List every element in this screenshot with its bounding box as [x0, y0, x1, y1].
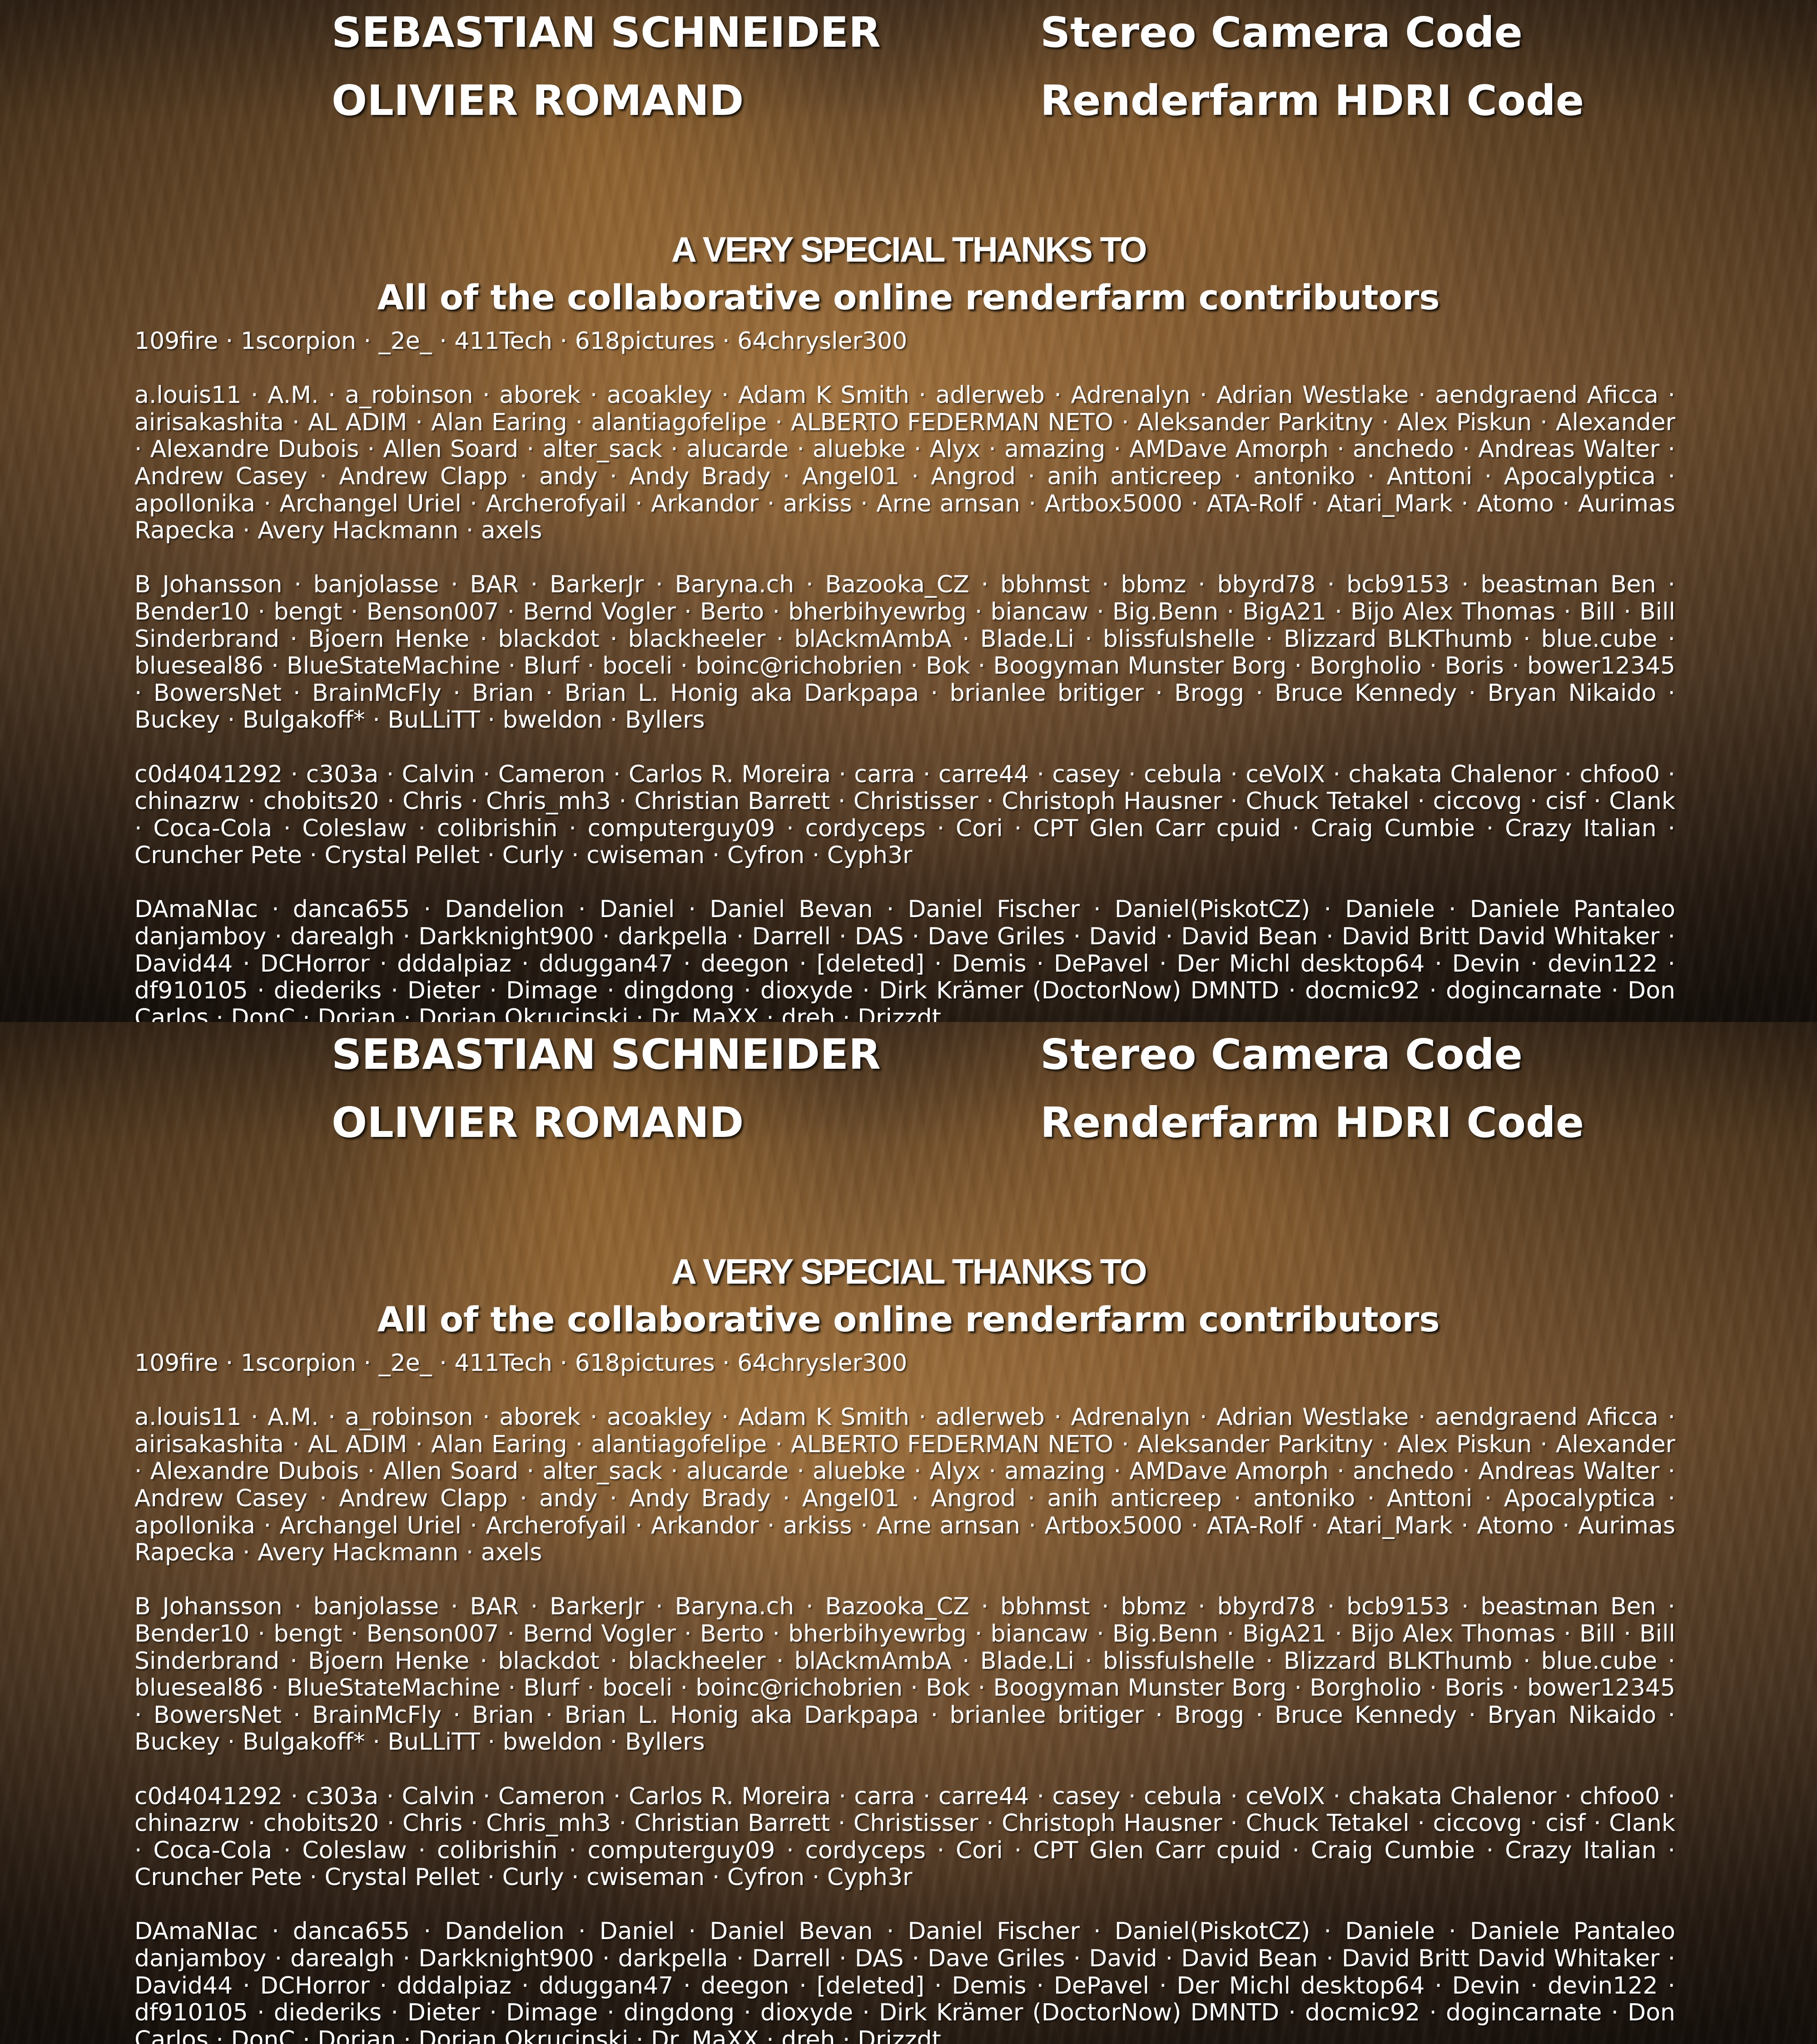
contributors-group: a.louis11 · A.M. · a_robinson · aborek · acoakley · Adam K Smith · adlerweb · Adrenalyn · Adrian Westlake · aendgraend Aficca · airisakashita · AL ADIM · Alan Earing · alantiagofelipe · ALBERTO FEDERMAN NETO · Aleksander Parkitny · Alex Piskun · Alexander · Alexandre Dubois · Allen Soard · alter_sack · alucarde · aluebke · Alyx · amazing · AMDave Amorph · anchedo · Andreas Walter · Andrew Casey · Andrew Clapp · andy · Andy Brady · Angel01 · Angrod · anih anticreep · antoniko · Anttoni · Apocalyptica · apollonika · Archangel Uriel · Archerofyail · Arkandor · arkiss · Arne arnsan · Artbox5000 · ATA-Rolf · Atari_Mark · Atomo · Aurimas Rapecka · Avery Hackmann · axels: [134, 1404, 1675, 1567]
credit-role: Renderfarm HDRI Code: [1040, 80, 1584, 122]
contributors-group: DAmaNIac · danca655 · Dandelion · Daniel · Daniel Bevan · Daniel Fischer · Daniel(PiskotCZ) · Daniele · Daniele Pantaleo danjamboy · darealgh · Darkknight900 · darkpella · Darrell · DAS · Dave Griles · David · David Bean · David Britt David Whitaker · David44 · DCHorror · dddalpiaz · dduggan47 · deegon · [deleted] · Demis · DePavel · Der Michl desktop64 · Devin · devin122 · df910105 · diederiks · Dieter · Dimage · dingdong · dioxyde · Dirk Krämer (DoctorNow) DMNTD · docmic92 · dogincarnate · Don Carlos · DonC · Dorian · Dorian Okrucinski · Dr. MaXX · dreh · Drizzdt: [134, 1918, 1675, 2044]
credit-role: Stereo Camera Code: [1040, 12, 1523, 54]
contributors-group: DAmaNIac · danca655 · Dandelion · Daniel · Daniel Bevan · Daniel Fischer · Daniel(PiskotCZ) · Daniele · Daniele Pantaleo danjamboy · darealgh · Darkknight900 · darkpella · Darrell · DAS · Dave Griles · David · David Bean · David Britt David Whitaker · David44 · DCHorror · dddalpiaz · dduggan47 · deegon · [deleted] · Demis · DePavel · Der Michl desktop64 · Devin · devin122 · df910105 · diederiks · Dieter · Dimage · dingdong · dioxyde · Dirk Krämer (DoctorNow) DMNTD · docmic92 · dogincarnate · Don Carlos · DonC · Dorian · Dorian Okrucinski · Dr. MaXX · dreh · Drizzdt: [134, 896, 1675, 1022]
special-thanks-subheading: All of the collaborative online renderfarm contributors: [0, 1302, 1817, 1337]
contributors-group: a.louis11 · A.M. · a_robinson · aborek · acoakley · Adam K Smith · adlerweb · Adrenalyn · Adrian Westlake · aendgraend Aficca · airisakashita · AL ADIM · Alan Earing · alantiagofelipe · ALBERTO FEDERMAN NETO · Aleksander Parkitny · Alex Piskun · Alexander · Alexandre Dubois · Allen Soard · alter_sack · alucarde · aluebke · Alyx · amazing · AMDave Amorph · anchedo · Andreas Walter · Andrew Casey · Andrew Clapp · andy · Andy Brady · Angel01 · Angrod · anih anticreep · antoniko · Anttoni · Apocalyptica · apollonika · Archangel Uriel · Archerofyail · Arkandor · arkiss · Arne arnsan · Artbox5000 · ATA-Rolf · Atari_Mark · Atomo · Aurimas Rapecka · Avery Hackmann · axels: [134, 382, 1675, 545]
credit-name: OLIVIER ROMAND: [332, 1102, 744, 1144]
contributors-group: c0d4041292 · c303a · Calvin · Cameron · Carlos R. Moreira · carra · carre44 · casey · cebula · ceVoIX · chakata Chalenor · chfoo0 · chinazrw · chobits20 · Chris · Chris_mh3 · Christian Barrett · Christisser · Christoph Hausner · Chuck Tetakel · ciccovg · cisf · Clank · Coca-Cola · Coleslaw · colibrishin · computerguy09 · cordyceps · Cori · CPT Glen Carr cpuid · Craig Cumbie · Crazy Italian · Cruncher Pete · Crystal Pellet · Curly · cwiseman · Cyfron · Cyph3r: [134, 761, 1675, 869]
contributors-group: 109fire · 1scorpion · _2e_ · 411Tech · 618pictures · 64chrysler300: [134, 1350, 1675, 1377]
credit-role: Stereo Camera Code: [1040, 1034, 1523, 1076]
contributors-group: B Johansson · banjolasse · BAR · BarkerJr · Baryna.ch · Bazooka_CZ · bbhmst · bbmz · bbyrd78 · bcb9153 · beastman Ben · Bender10 · bengt · Benson007 · Bernd Vogler · Berto · bherbihyewrbg · biancaw · Big.Benn · BigA21 · Bijo Alex Thomas · Bill · Bill Sinderbrand · Bjoern Henke · blackdot · blackheeler · blAckmAmbA · Blade.Li · blissfulshelle · Blizzard BLKThumb · blue.cube · blueseal86 · BlueStateMachine · Blurf · boceli · boinc@richobrien · Bok · Boogyman Munster Borg · Borgholio · Boris · bower12345 · BowersNet · BrainMcFly · Brian · Brian L. Honig aka Darkpapa · brianlee britiger · Brogg · Bruce Kennedy · Bryan Nikaido · Buckey · Bulgakoff* · BuLLiTT · bweldon · Byllers: [134, 571, 1675, 734]
special-thanks-heading: A VERY SPECIAL THANKS TO: [0, 232, 1817, 267]
contributors-group: c0d4041292 · c303a · Calvin · Cameron · Carlos R. Moreira · carra · carre44 · casey · cebula · ceVoIX · chakata Chalenor · chfoo0 · chinazrw · chobits20 · Chris · Chris_mh3 · Christian Barrett · Christisser · Christoph Hausner · Chuck Tetakel · ciccovg · cisf · Clank · Coca-Cola · Coleslaw · colibrishin · computerguy09 · cordyceps · Cori · CPT Glen Carr cpuid · Craig Cumbie · Crazy Italian · Cruncher Pete · Crystal Pellet · Curly · cwiseman · Cyfron · Cyph3r: [134, 1783, 1675, 1891]
contributors-group: B Johansson · banjolasse · BAR · BarkerJr · Baryna.ch · Bazooka_CZ · bbhmst · bbmz · bbyrd78 · bcb9153 · beastman Ben · Bender10 · bengt · Benson007 · Bernd Vogler · Berto · bherbihyewrbg · biancaw · Big.Benn · BigA21 · Bijo Alex Thomas · Bill · Bill Sinderbrand · Bjoern Henke · blackdot · blackheeler · blAckmAmbA · Blade.Li · blissfulshelle · Blizzard BLKThumb · blue.cube · blueseal86 · BlueStateMachine · Blurf · boceli · boinc@richobrien · Bok · Boogyman Munster Borg · Borgholio · Boris · bower12345 · BowersNet · BrainMcFly · Brian · Brian L. Honig aka Darkpapa · brianlee britiger · Brogg · Bruce Kennedy · Bryan Nikaido · Buckey · Bulgakoff* · BuLLiTT · bweldon · Byllers: [134, 1593, 1675, 1756]
contributors-group: 109fire · 1scorpion · _2e_ · 411Tech · 618pictures · 64chrysler300: [134, 328, 1675, 355]
special-thanks-heading: A VERY SPECIAL THANKS TO: [0, 1254, 1817, 1289]
credit-role: Renderfarm HDRI Code: [1040, 1102, 1584, 1144]
special-thanks-subheading: All of the collaborative online renderfarm contributors: [0, 280, 1817, 315]
credit-name: SEBASTIAN SCHNEIDER: [332, 1034, 881, 1076]
credit-name: SEBASTIAN SCHNEIDER: [332, 12, 881, 54]
credit-name: OLIVIER ROMAND: [332, 80, 744, 122]
